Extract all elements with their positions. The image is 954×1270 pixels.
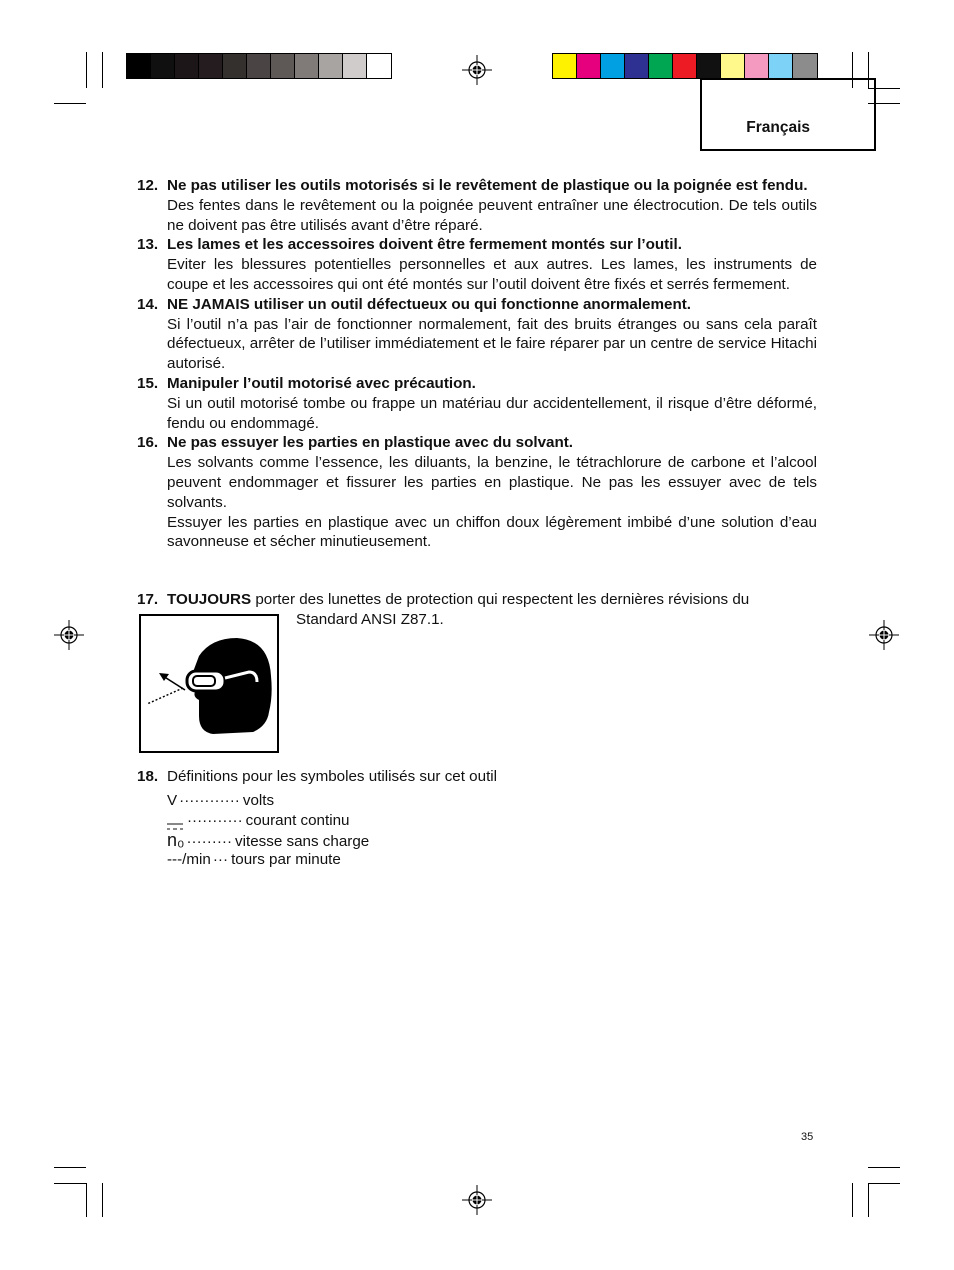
- item-number: 13.: [137, 236, 159, 254]
- symbol-definition: vitesse sans charge: [235, 833, 370, 850]
- gray-swatch: [367, 54, 391, 78]
- gray-swatch: [247, 54, 271, 78]
- crop-mark-tl-h: [54, 103, 86, 104]
- symbol-definition: tours par minute: [231, 851, 341, 868]
- registration-target-icon: [462, 1185, 492, 1215]
- symbol: n₀: [167, 830, 185, 850]
- color-swatch: [553, 54, 577, 78]
- item-number: 15.: [137, 374, 159, 392]
- language-label: Français: [746, 119, 810, 136]
- symbol: ---/min: [167, 851, 211, 868]
- color-swatch: [673, 54, 697, 78]
- item-heading: [167, 374, 817, 394]
- list-item: [137, 235, 817, 294]
- crop-mark-bl-v: [86, 1183, 87, 1217]
- list-item: [137, 433, 817, 552]
- symbol-row: [167, 831, 369, 852]
- item-heading-text: Les lames et les accessoires doivent être fermement montés sur l’outil: [167, 236, 678, 254]
- symbol-definition: courant continu: [245, 812, 350, 829]
- crop-mark-bl-h: [54, 1167, 86, 1168]
- item-body: Si un outil motorisé tombe ou frappe un matériau dur accidentellement, il risque d’être déformé, fendu ou endommagé.: [167, 394, 817, 432]
- gray-swatch: [199, 54, 223, 78]
- item-number: 17.: [137, 591, 159, 608]
- gray-swatch: [127, 54, 151, 78]
- language-tab: [700, 78, 876, 151]
- color-swatch: [649, 54, 673, 78]
- item-number: 12.: [137, 177, 159, 194]
- leader-dots: ·········: [186, 833, 233, 850]
- item-body: Eviter les blessures potentielles personnelles et aux autres. Les lames, les instruments de coupe et les accessoires qui ont été montés sur l’outil doivent être fixés et serrés fermement.: [167, 256, 817, 293]
- crop-mark-br-v: [852, 1183, 853, 1217]
- leader-dots: ············: [179, 792, 240, 809]
- eye-protection-pictogram: [139, 614, 279, 753]
- gray-swatch: [295, 54, 319, 78]
- crop-mark-bl-v2: [102, 1183, 103, 1217]
- item-heading: [167, 176, 817, 196]
- color-swatch: [745, 54, 769, 78]
- crop-mark-bl-h2: [54, 1183, 86, 1184]
- gray-swatch: [175, 54, 199, 78]
- item-body: Essuyer les parties en plastique avec un chiffon doux légèrement imbibé d’une solution d’eau savonneuse et sécher minutieusement.: [167, 513, 817, 551]
- item-body: Si l’outil n’a pas l’air de fonctionner normalement, fait des bruits étranges ou sans cela paraît défectueux, arrêter de l’utiliser immédiatement et le faire réparer par un centre de service Hitachi autorisé.: [167, 315, 817, 373]
- symbol-definition: volts: [242, 792, 275, 809]
- color-swatch: [793, 54, 817, 78]
- safety-instructions-list: [137, 176, 817, 552]
- list-item: [137, 374, 817, 433]
- leader-dots: ···········: [187, 812, 243, 829]
- item-heading-text: Ne pas essuyer les parties en plastique avec du solvant.: [167, 434, 574, 452]
- list-item: [137, 295, 817, 374]
- item-number: 16.: [137, 434, 159, 452]
- gray-swatch: [343, 54, 367, 78]
- gray-swatch: [319, 54, 343, 78]
- item-number: 18.: [137, 768, 159, 785]
- safety-goggles-icon: [141, 616, 277, 751]
- item-body: Des fentes dans le revêtement ou la poignée peuvent entraîner une électrocution. De tels outils ne doivent pas être utilisés avant d’être réparé.: [167, 196, 817, 234]
- color-swatch: [601, 54, 625, 78]
- color-swatch: [625, 54, 649, 78]
- crop-mark-br-h2: [868, 1183, 900, 1184]
- crop-mark-tl-v2: [102, 52, 103, 88]
- item-heading-tail: .: [677, 236, 682, 254]
- color-swatch: [697, 54, 721, 78]
- item-text: Définitions pour les symboles utilisés sur cet outil: [167, 768, 498, 785]
- gray-swatch: [151, 54, 175, 78]
- symbol-row: [167, 811, 350, 831]
- color-swatch: [577, 54, 601, 78]
- symbol-row: [167, 791, 274, 811]
- color-swatch: [721, 54, 745, 78]
- item-heading: [167, 235, 817, 255]
- item-heading-tail: .: [803, 177, 808, 194]
- gray-swatch: [271, 54, 295, 78]
- leader-dots: ···: [212, 851, 229, 868]
- item-text-line2: Standard ANSI Z87.1.: [296, 611, 444, 628]
- item-heading-text: Manipuler l’outil motorisé avec précaution.: [167, 374, 476, 392]
- direct-current-icon: [167, 817, 183, 825]
- color-swatch: [769, 54, 793, 78]
- item-body: Les solvants comme l’essence, les diluants, la benzine, le tétrachlorure de carbone et l’alcool peuvent endommager et fissurer les parties en plastique. Ne pas les essuyer avec de tels solvants.: [167, 454, 817, 511]
- item-heading: [167, 433, 817, 453]
- item-heading-text: NE JAMAIS utiliser un outil défectueux ou qui fonctionne anormalement.: [167, 295, 692, 313]
- page-number: 35: [801, 1131, 814, 1143]
- grayscale-color-bar: [126, 53, 392, 79]
- item-number: 14.: [137, 295, 159, 313]
- item-text: porter des lunettes de protection qui respectent les dernières révisions du: [251, 591, 750, 608]
- item-heading: TOUJOURS: [167, 591, 252, 608]
- crop-mark-br-v2: [868, 1183, 869, 1217]
- item-heading-text: Ne pas utiliser les outils motorisés si le revêtement de plastique ou la poignée est fendu: [167, 177, 804, 194]
- symbol-row: [167, 850, 341, 870]
- registration-target-icon: [462, 55, 492, 85]
- list-item: [137, 176, 817, 235]
- item-heading: [167, 295, 817, 315]
- registration-target-icon: [869, 620, 899, 650]
- crop-mark-br-h: [868, 1167, 900, 1168]
- crop-mark-tl-v: [86, 52, 87, 88]
- process-color-bar: [552, 53, 818, 79]
- symbol: V: [167, 792, 178, 809]
- registration-target-icon: [54, 620, 84, 650]
- gray-swatch: [223, 54, 247, 78]
